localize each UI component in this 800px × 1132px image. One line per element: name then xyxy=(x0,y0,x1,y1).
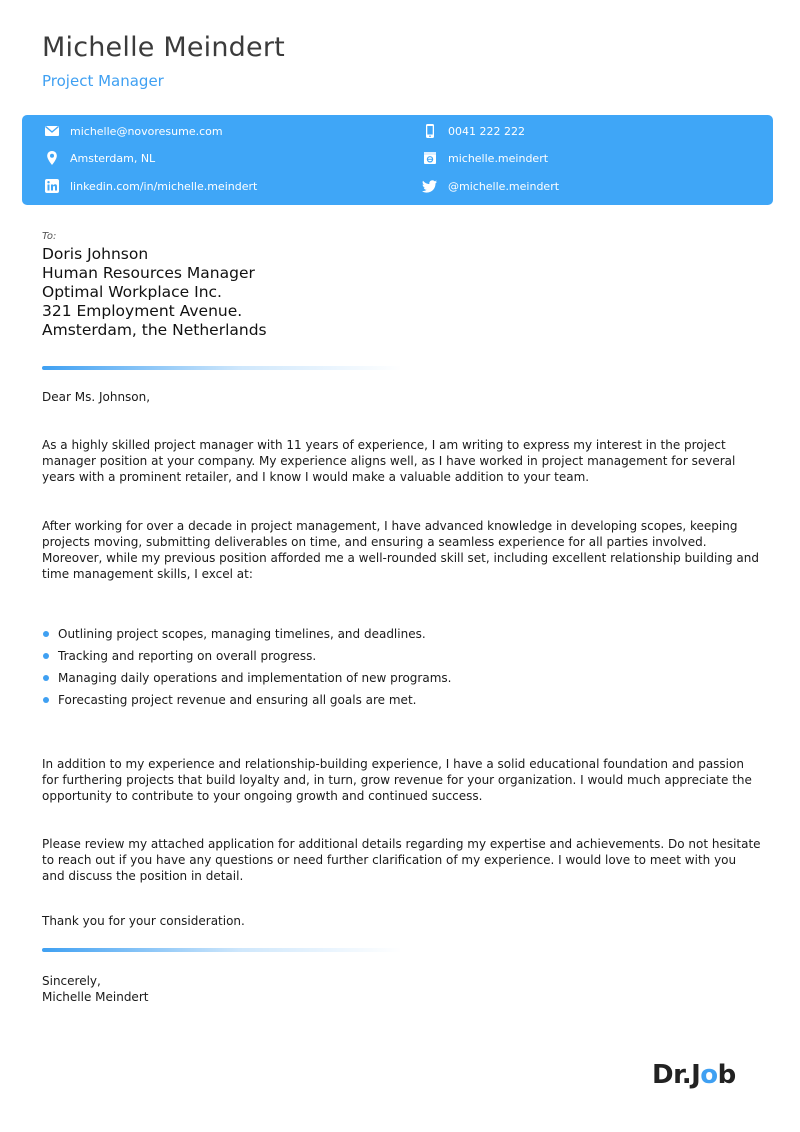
phone-icon xyxy=(422,123,438,139)
signature-name: Michelle Meindert xyxy=(42,990,149,1004)
contact-email-text: michelle@novoresume.com xyxy=(70,124,223,138)
bullet-dot xyxy=(43,675,49,681)
salutation: Dear Ms. Johnson, xyxy=(42,390,151,404)
website-icon xyxy=(422,150,438,166)
drjob-logo: Dr.Job xyxy=(652,1060,736,1090)
list-item: Managing daily operations and implementation of new programs. xyxy=(42,670,451,692)
paragraph-2: After working for over a decade in project management, I have advanced knowledge in developing scopes, keeping projects moving, submitting deliverables on time, and ensuring a seamless experience for all parties involved. Moreover, while my previous position afforded me a well-rounded skill set, including excellent relationship building and time management skills, I excel at: xyxy=(42,519,759,581)
list-item: Forecasting project revenue and ensuring all goals are met. xyxy=(42,692,451,714)
recipient-street: 321 Employment Avenue. xyxy=(42,302,243,320)
recipient-label: To: xyxy=(42,231,57,242)
contact-phone[interactable] xyxy=(422,121,525,141)
bullet-dot xyxy=(43,653,49,659)
linkedin-icon xyxy=(44,178,60,194)
closing: Sincerely, xyxy=(42,974,101,988)
contact-linkedin-text: linkedin.com/in/michelle.meindert xyxy=(70,179,258,193)
list-item: Tracking and reporting on overall progress. xyxy=(42,648,451,670)
bullet-dot xyxy=(43,631,49,637)
contact-email[interactable] xyxy=(44,121,223,141)
contact-website[interactable] xyxy=(422,148,548,168)
contact-linkedin[interactable] xyxy=(44,176,257,196)
skills-list xyxy=(42,626,451,714)
divider-bottom xyxy=(42,948,402,952)
thanks-line: Thank you for your consideration. xyxy=(42,914,245,928)
paragraph-4: Please review my attached application for additional details regarding my expertise and achievements. Do not hesitate to reach out if you have any questions or need further clarification of my experience. I would love to meet with you and discuss the position in detail. xyxy=(42,837,761,883)
bullet-dot xyxy=(43,697,49,703)
candidate-name: Michelle Meindert xyxy=(42,32,285,63)
divider-top xyxy=(42,366,402,370)
contact-twitter[interactable] xyxy=(422,176,559,196)
recipient-company: Optimal Workplace Inc. xyxy=(42,283,222,301)
contact-twitter-text: @michelle.meindert xyxy=(448,179,560,193)
paragraph-3: In addition to my experience and relationship-building experience, I have a solid educational foundation and passion for furthering projects that build loyalty and, in turn, grow revenue for your organization. I would much appreciate the opportunity to contribute to your ongoing growth and continued success. xyxy=(42,757,752,803)
mail-icon xyxy=(44,123,60,139)
candidate-role: Project Manager xyxy=(42,72,164,90)
contact-location-text: Amsterdam, NL xyxy=(70,151,156,165)
recipient-name: Doris Johnson xyxy=(42,245,149,263)
recipient-title: Human Resources Manager xyxy=(42,264,255,282)
recipient-city: Amsterdam, the Netherlands xyxy=(42,321,267,339)
recipient-address xyxy=(42,245,267,340)
contact-location xyxy=(44,148,155,168)
twitter-icon xyxy=(422,178,438,194)
paragraph-1: As a highly skilled project manager with 11 years of experience, I am writing to express my interest in the project manager position at your company. My experience aligns well, as I have worked in project management for several years with a prominent retailer, and I know I would make a valuable addition to your team. xyxy=(42,438,736,484)
contact-bar xyxy=(22,115,773,205)
location-pin-icon xyxy=(44,150,60,166)
contact-phone-text: 0041 222 222 xyxy=(448,124,525,138)
list-item: Outlining project scopes, managing timelines, and deadlines. xyxy=(42,626,451,648)
contact-website-text: michelle.meindert xyxy=(448,151,549,165)
